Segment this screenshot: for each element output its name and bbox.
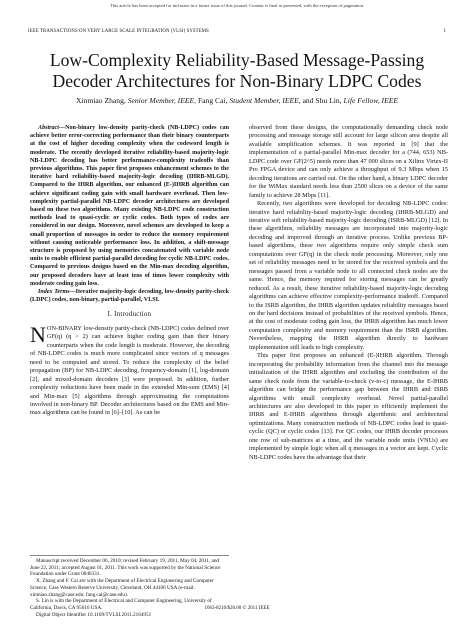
author-1-name: Xinmiao Zhang,: [76, 96, 126, 105]
paper-title: Low-Complexity Reliability-Based Message-Passing Decoder Architectures for Non-Binary LDPC Codes: [49, 50, 425, 91]
right-paragraph-1: observed from these designs, the computationally demanding check node processing and message storage still account for large silicon area despite all available simplification schemes. It was reported in [9] that the implementation of a partial-parallel Min-max decoder for a (744, 653) NB-LDPC code over GF(2^5) needs more than 47 000 slices on a Xilinx Virtex-II Pro FPGA device and can only achieve a throughput of 9.3 Mbps when 15 decoding iterations are carried out. On the other hand, a binary LDPC decoder for the WiMax standard needs less than 2500 slices on a device of the same family to achieve 28 Mbps [11].: [249, 124, 448, 199]
journal-header: [28, 29, 446, 37]
footnote-manuscript: Manuscript received December 06, 2010; revised February 19, 2011, May 04, 2011, and June 22, 2011; accepted August 01, 2011. This work was supported by the National Science Foundation under Grant 0846331.: [30, 558, 221, 578]
right-paragraph-2: Recently, two algorithms were developed for decoding NB-LDPC codes: iterative hard reliability-based majority-logic decoding (IHRB-MLGD) and iterative soft reliability-based majority-logic decoding (ISRB-MLGD) [12]. In these algorithms, reliability messages are incorporated into majority-logic decoding and improved through an iterative process. Unlike previous BP-based algorithms, these two algorithms require only simple check sum computations over GF(q) in the check node processing. Moreover, only one set of reliability messages need to be stored for the received symbols and the messages passed from a variable node to all connected check nodes are the same. Hence, the memory required for storing messages can be greatly reduced. As a result, these iterative reliability-based majority-logic decoding algorithms can achieve effective complexity-performance tradeoff. Compared to the ISRB algorithm, the IHRB algorithm updates reliability messages based on the hard decisions instead of probabilities of the received symbols. Hence, at the cost of moderate coding gain loss, the IHRB algorithm has much lower computation complexity and memory requirement than the ISRB algorithm. Nevertheless, mapping the IHRB algorithm directly to hardware implementation still leads to high complexity.: [249, 200, 448, 351]
abstract-label: Abstract: [38, 125, 59, 131]
author-3-name: and Shu Lin,: [302, 96, 342, 105]
footnote-doi: Digital Object Identifier 10.1109/TVLSI.2011.2164951: [36, 611, 152, 618]
footnote-affiliation-1: X. Zhang and F. Cai are with the Department of Electrical Engineering and Computer Science, Case Western Reserve University, Cleveland, OH 44106 USA (e-mail: xinmiao.zhang@case.edu; fang.cai@case.edu).: [30, 578, 214, 598]
author-2-name: Fang Cai,: [197, 96, 228, 105]
journal-name: IEEE TRANSACTIONS ON VERY LARGE SCALE INTEGRATION (VLSI) SYSTEMS: [28, 29, 209, 34]
abstract-text: —Non-binary low-density parity-check (NB-LDPC) codes can achieve better error-correcting performance than their binary counterparts at the cost of higher decoding complexity when the codeword length is moderate. The recently developed iterative reliability-based majority-logic NB-LDPC decoding has better performance-complexity tradeoffs than previous algorithms. This paper first proposes enhancement schemes to the iterative hard reliability-based majority-logic decoding (IHRB-MLGD). Compared to the IHRB algorithm, our enhanced (E-)IHRB algorithm can achieve significant coding gain with small hardware overhead. Then low-complexity partial-parallel NB-LDPC decoder architectures are developed based on these two algorithms. Many existing NB-LDPC code construction methods lead to quasi-cyclic or cyclic codes. Both types of codes are considered in our design. Moreover, novel schemes are developed to keep a small proportion of messages in order to reduce the memory requirement without causing noticeable performance loss. In addition, a shift-message structure is proposed by using memories concatenated with variable node units to enable efficient partial-parallel decoding for cyclic NB-LDPC codes. Compared to previous designs based on the Min-max decoding algorithm, our proposed decoders have at least tens of times lower complexity with moderate coding gain loss.: [30, 125, 229, 287]
author-2-role: Student Member, IEEE,: [229, 96, 301, 105]
page-number: 1: [443, 29, 446, 34]
right-column: [249, 124, 448, 462]
intro-paragraph: [30, 321, 229, 418]
section-heading-introduction: I. Introduction: [107, 311, 152, 319]
index-terms: [30, 288, 229, 304]
author-3-role: Life Fellow, IEEE: [343, 96, 398, 105]
author-1-role: Senior Member, IEEE,: [127, 96, 197, 105]
copyright-line: 1063-8210/$26.00 © 2011 IEEE: [204, 606, 270, 611]
acceptance-notice: This article has been accepted for inclusion in a future issue of this journal. Content is final as presented, with the exception of pagination.: [109, 3, 365, 8]
drop-cap: N: [30, 321, 46, 347]
intro-lead-word: ON-BINARY: [46, 324, 82, 332]
right-paragraph-3: This paper first proposes an enhanced (E-)IHRB algorithm. Through incorporating the probability information from the channel into the message initialization of the IHRB algorithm and excluding the contribution of the same check node from the variable-to-check (v-to-c) message, the E-IHRB algorithm can bridge the performance gap between the IHRB and ISRB algorithms with small complexity overhead. Novel partial-parallel architectures are also developed in this paper to efficiently implement the IHRB and E-IHRB algorithms through algorithmic and architectural optimizations. Many construction methods of NB-LDPC codes lead to quasi-cyclic (QC) or cyclic codes [13]. For QC codes, our IHRB decoder processes one row of sub-matrices at a time, and the variable node units (VNUs) are implemented by simple logic when all q messages in a vector are kept. Cyclic NB-LDPC codes have the advantage that their: [249, 352, 448, 461]
index-terms-label: Index Terms: [38, 289, 70, 296]
index-terms-text: —Iterative majority-logic decoding, low-density parity-check (LDPC) codes, non-binary, partial-parallel, VLSI.: [30, 289, 229, 304]
left-column: [30, 124, 229, 418]
author-line: [20, 96, 454, 105]
abstract: [30, 124, 229, 288]
intro-text: low-density parity-check (NB-LDPC) codes defined over GF(q) (q > 2) can achieve higher coding gain than their binary counterparts when the code length is moderate. However, the decoding of NB-LDPC codes is much more complicated since vectors of q messages need to be computed and stored. To reduce the complexity of the belief propagation (BP) for NB-LDPC decoding, frequency-domain [1], log-domain [2], and mixed-domain decoders [3] were proposed. In addition, further complexity reductions have been made in the extended Min-sum (EMS) [4] and Min-max [5] algorithms through approximating the computations involved in non-binary BP. Decoder architectures based on the EMS and Min-max algorithms can be found in [6]–[10]. As can be: [30, 324, 229, 417]
footnote-affiliation-2: S. Lin is with the Department of Electrical and Computer Engineering, University of California, Davis, CA 95616 USA.: [30, 598, 212, 611]
